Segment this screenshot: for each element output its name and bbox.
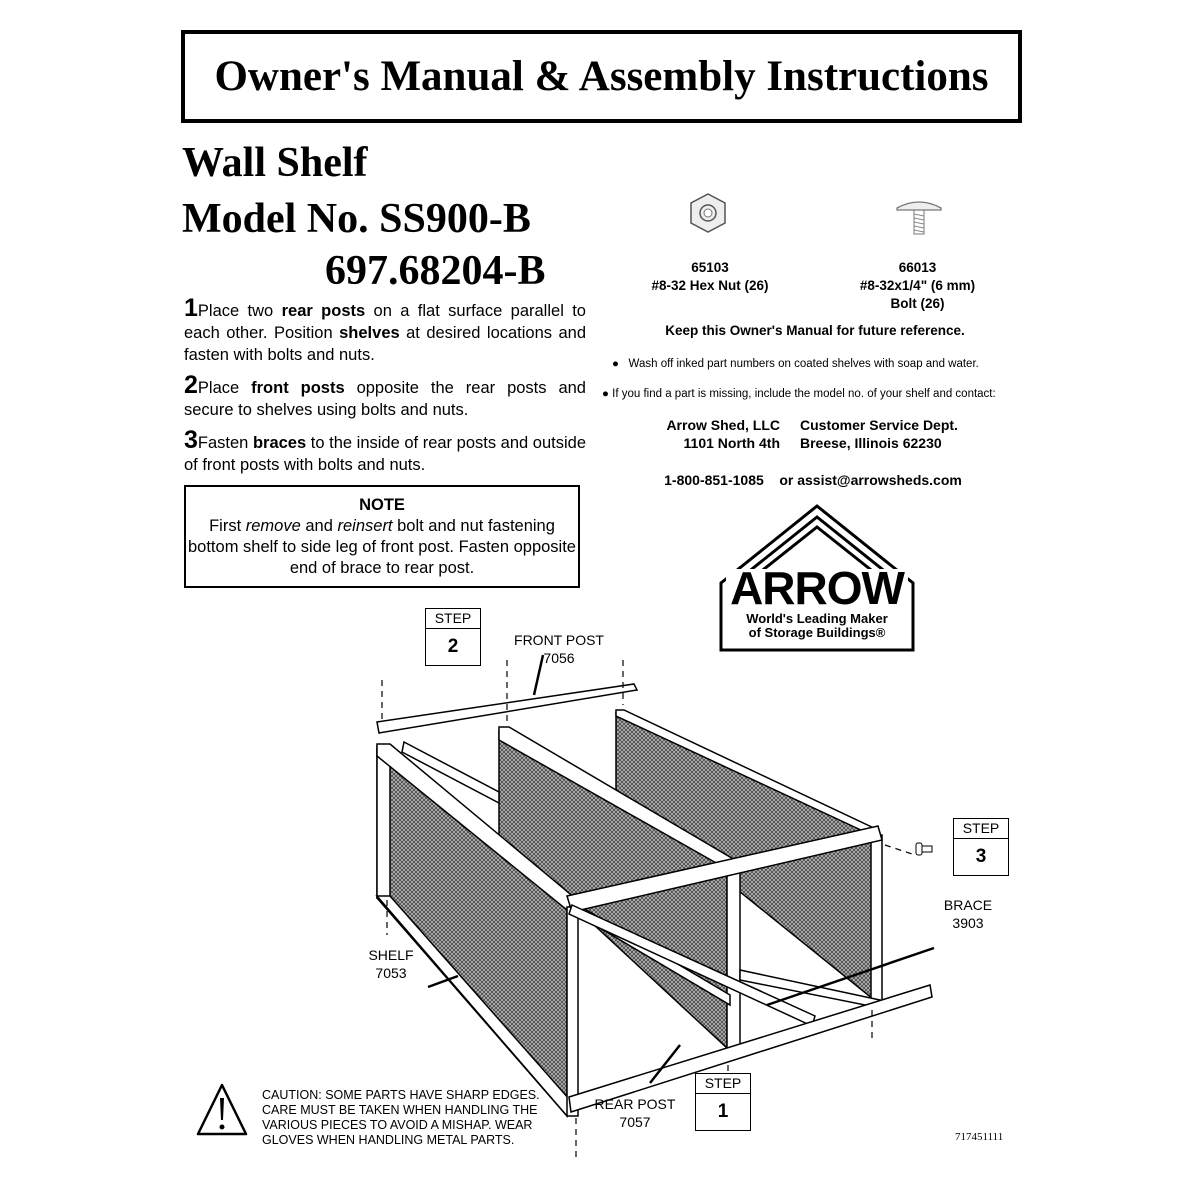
- shelf-right-leg: [871, 835, 882, 1003]
- caution-text: CAUTION: SOME PARTS HAVE SHARP EDGES. CARE MUST BE TAKEN WHEN HANDLING THE VARIOUS PIECES TO AVOID A MISHAP. WEAR GLOVES WHEN HANDLING METAL PARTS.: [262, 1088, 540, 1147]
- rear-post-label: REAR POST 7057: [594, 1096, 676, 1130]
- logo-brand: ARROW: [730, 562, 904, 614]
- shelf-left-leg: [567, 907, 578, 1116]
- brace-label: BRACE 3903: [943, 897, 993, 931]
- warning-icon: [195, 1082, 249, 1138]
- step-2-box: STEP 2: [425, 608, 481, 666]
- nut-part-label: 65103 #8-32 Hex Nut (26): [651, 260, 769, 293]
- step-3-box: STEP 3: [953, 818, 1009, 876]
- note-text: First remove and reinsert bolt and nut fastening bottom shelf to side leg of front post. Fasten opposite end of brace to rear post.: [188, 517, 576, 577]
- model-number: Model No. SS900-B: [182, 196, 531, 242]
- company-address: Arrow Shed, LLC 1101 North 4th: [666, 417, 780, 451]
- note-title: NOTE: [359, 496, 405, 514]
- step-1-box: STEP 1: [695, 1073, 751, 1131]
- dept-address: Customer Service Dept. Breese, Illinois 62230: [800, 417, 958, 451]
- page-title: Owner's Manual & Assembly Instructions: [214, 53, 989, 100]
- step-1-text: 1Place two rear posts on a flat surface parallel to each other. Position shelves at desired locations and fasten with bolts and nuts.: [184, 294, 587, 364]
- logo-tagline: World's Leading Maker of Storage Buildings®: [746, 611, 888, 640]
- keep-notice: Keep this Owner's Manual for future reference.: [665, 323, 965, 338]
- bullet-2: ● If you find a part is missing, include the model no. of your shelf and contact:: [602, 388, 996, 400]
- alt-model-number: 697.68204-B: [325, 248, 546, 294]
- phone-email: 1-800-851-1085 or assist@arrowsheds.com: [664, 472, 962, 488]
- shelf-middle-leg: [727, 866, 740, 1048]
- step-2-text: 2Place front posts opposite the rear posts and secure to shelves using bolts and nuts.: [184, 371, 586, 419]
- bolt-icon: [916, 843, 932, 855]
- step-3-text: 3Fasten braces to the inside of rear posts and outside of front posts with bolts and nuts.: [184, 426, 587, 474]
- product-name: Wall Shelf: [182, 140, 368, 186]
- shelf-label: SHELF 7053: [368, 947, 414, 981]
- bullet-1: ● Wash off inked part numbers on coated shelves with soap and water.: [612, 358, 979, 370]
- document-number: 717451111: [955, 1131, 1004, 1143]
- bolt-part-label: 66013 #8-32x1/4" (6 mm) Bolt (26): [859, 260, 976, 311]
- front-post-label: FRONT POST 7056: [514, 632, 604, 666]
